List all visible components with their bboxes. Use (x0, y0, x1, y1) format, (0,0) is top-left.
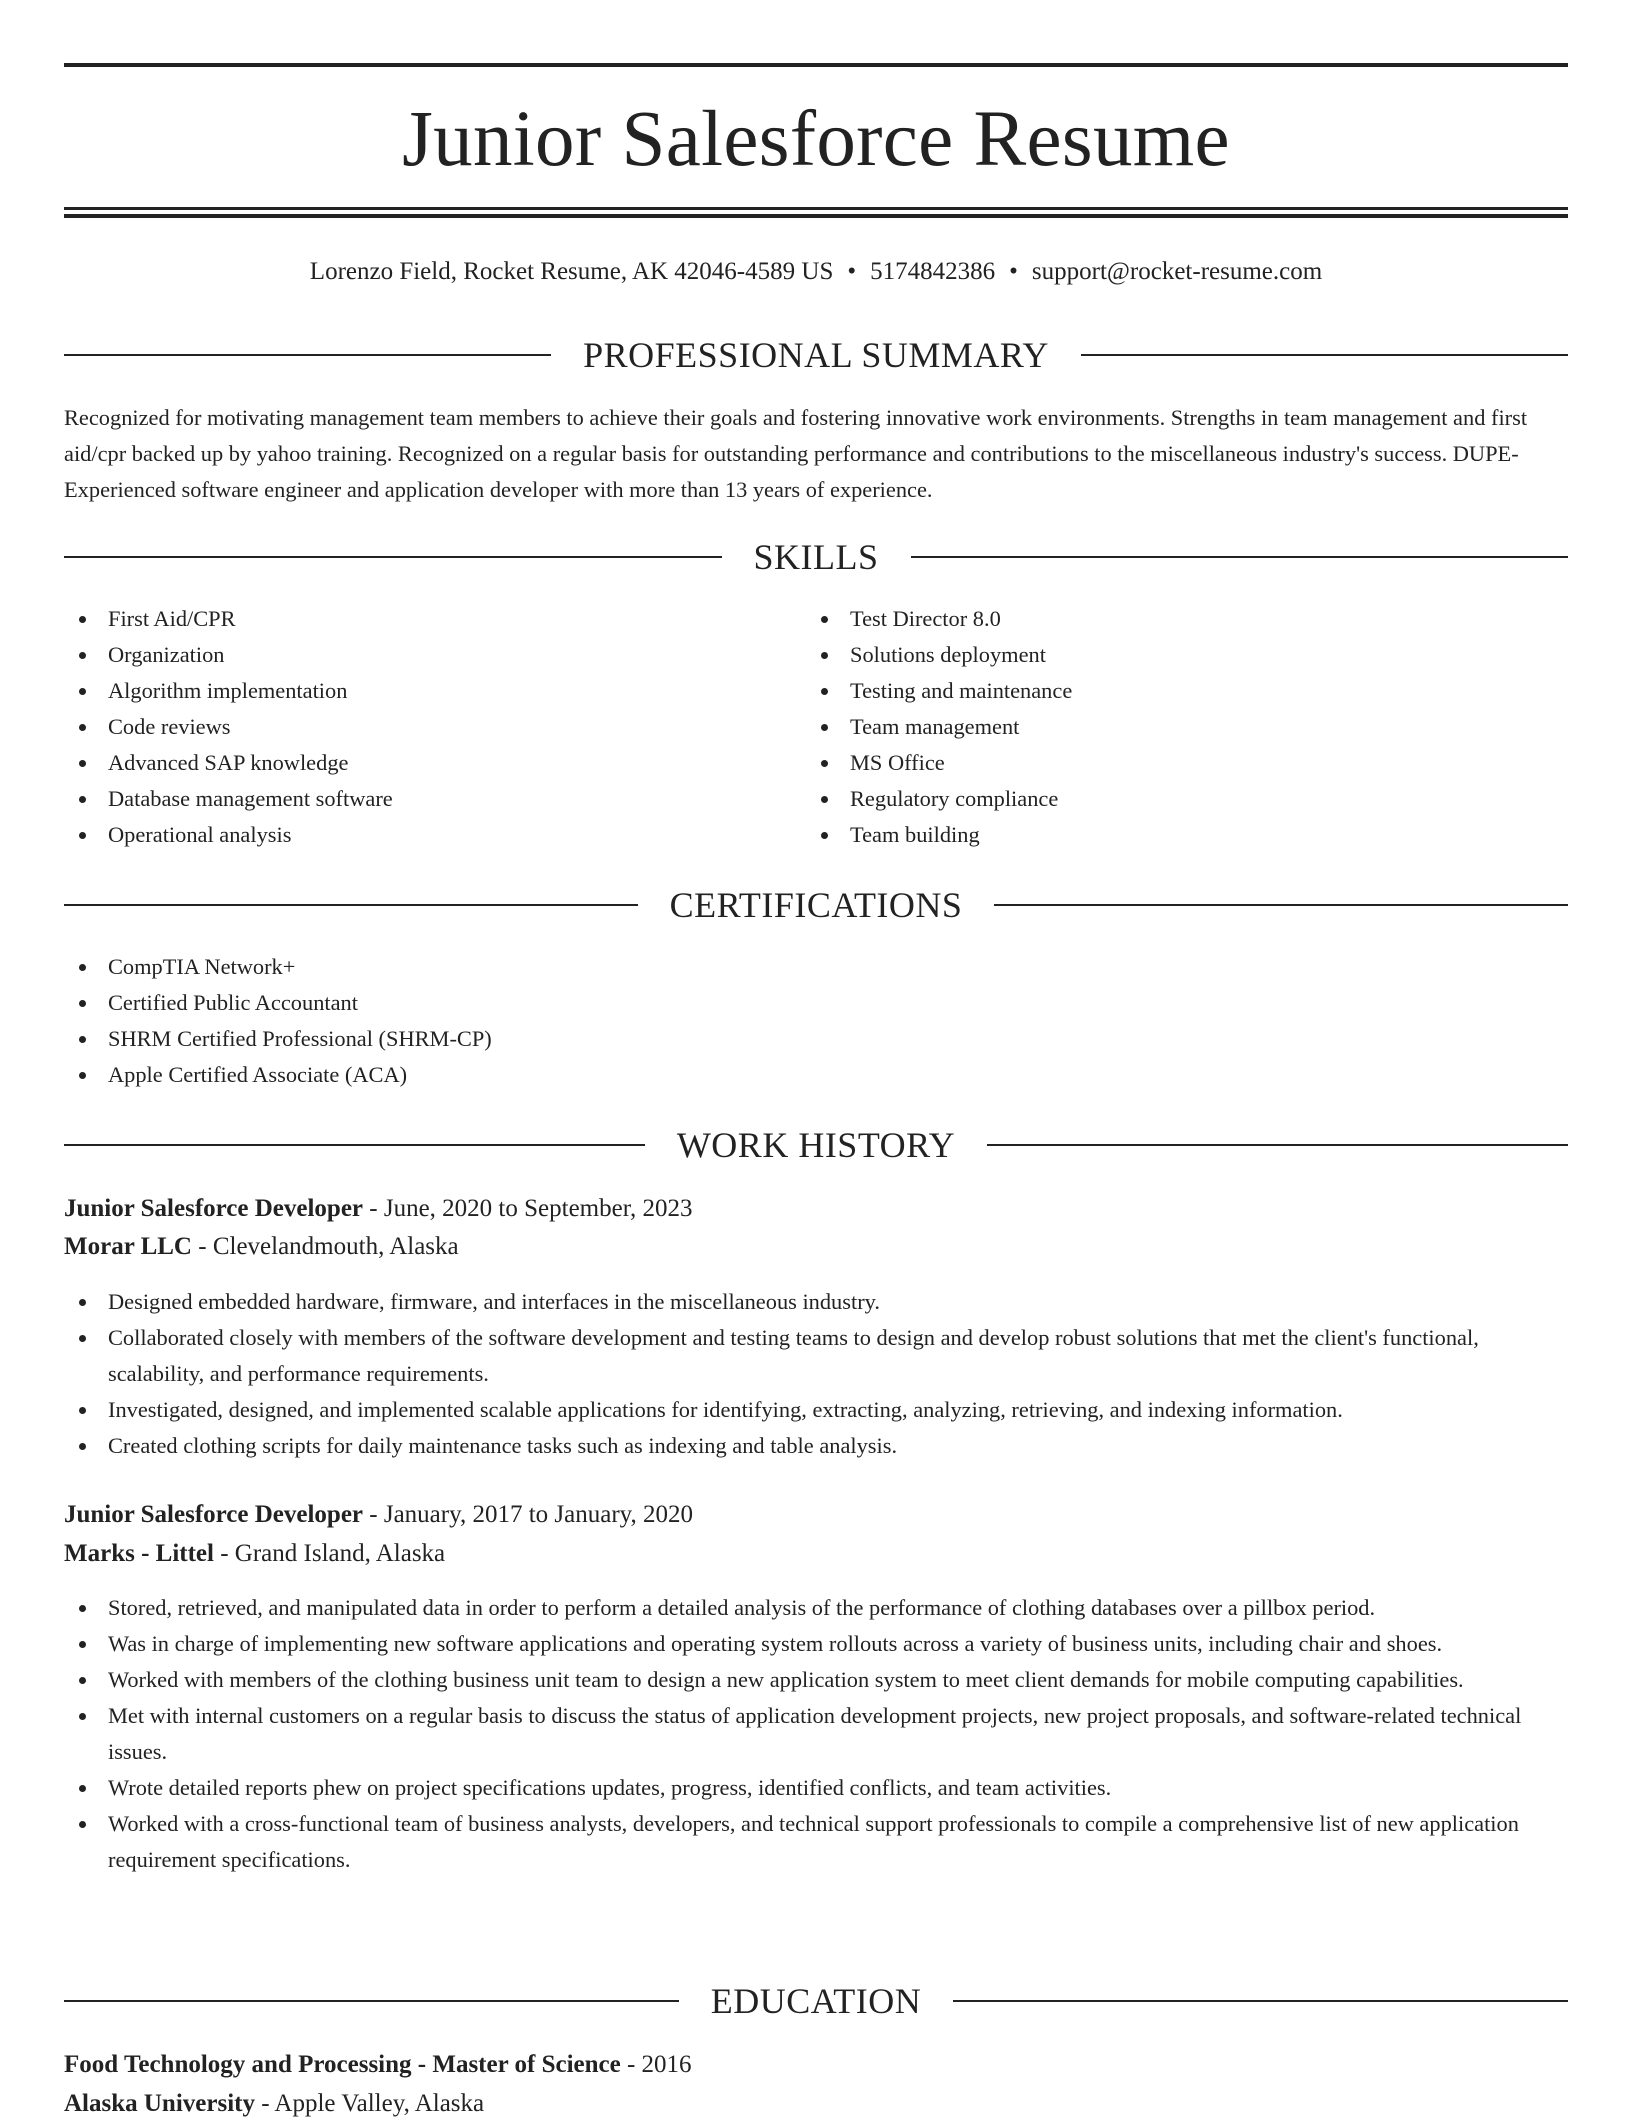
contact-line (64, 255, 1568, 289)
job-location: - Grand Island, Alaska (220, 1540, 446, 1567)
heading-rule (64, 1144, 645, 1146)
job-bullets (64, 1590, 1568, 1878)
job-dates: - January, 2017 to January, 2020 (369, 1501, 694, 1528)
heading-rule (64, 2000, 679, 2002)
list-item: Operational analysis (64, 817, 804, 853)
list-item: Investigated, designed, and implemented scalable applications for identifying, extracting, analyzing, retrieving, and indexing information. (64, 1392, 1568, 1428)
skills-list-left (64, 601, 804, 853)
contact-phone: 5174842386 (870, 258, 996, 285)
list-item: Stored, retrieved, and manipulated data in order to perform a detailed analysis of the performance of clothing databases over a pillbox period. (64, 1590, 1568, 1626)
section-title: PROFESSIONAL SUMMARY (583, 335, 1049, 375)
list-item: Met with internal customers on a regular basis to discuss the status of application development projects, new project proposals, and software-related technical issues. (64, 1698, 1568, 1770)
job-title: Junior Salesforce Developer (64, 1195, 364, 1222)
section-title: WORK HISTORY (676, 1125, 956, 1165)
list-item: Testing and maintenance (806, 673, 1566, 709)
education-school-line (64, 2085, 1568, 2123)
section-heading-skills (64, 535, 1568, 579)
job-bullets (64, 1284, 1568, 1464)
list-item: Team management (806, 709, 1566, 745)
list-item: Apple Certified Associate (ACA) (64, 1057, 1568, 1093)
list-item: Advanced SAP knowledge (64, 745, 804, 781)
list-item: Created clothing scripts for daily maintenance tasks such as indexing and table analysis. (64, 1428, 1568, 1464)
job-title-line (64, 1496, 1568, 1534)
section-title: EDUCATION (710, 1981, 922, 2021)
section-title: CERTIFICATIONS (669, 885, 963, 925)
education-degree: Food Technology and Processing - Master of Science (64, 2051, 621, 2078)
section-heading-summary (64, 333, 1568, 377)
section-heading-work (64, 1123, 1568, 1167)
list-item: Organization (64, 637, 804, 673)
section-heading-certifications (64, 883, 1568, 927)
heading-rule (1081, 354, 1568, 356)
list-item: Wrote detailed reports phew on project specifications updates, progress, identified conflicts, and team activities. (64, 1770, 1568, 1806)
list-item: Was in charge of implementing new software applications and operating system rollouts across a variety of business units, including chair and shoes. (64, 1626, 1568, 1662)
list-item: Algorithm implementation (64, 673, 804, 709)
list-item: Worked with a cross-functional team of business analysts, developers, and technical support professionals to compile a comprehensive list of new application requirement specifications. (64, 1806, 1568, 1878)
skills-list-right (806, 601, 1566, 853)
list-item: Worked with members of the clothing business unit team to design a new application system to meet client demands for mobile computing capabilities. (64, 1662, 1568, 1698)
contact-address: Lorenzo Field, Rocket Resume, AK 42046-4589 US (309, 258, 834, 285)
education-year: - 2016 (626, 2051, 692, 2078)
job-title-line (64, 1190, 1568, 1228)
job-title: Junior Salesforce Developer (64, 1501, 364, 1528)
list-item: Designed embedded hardware, firmware, and interfaces in the miscellaneous industry. (64, 1284, 1568, 1320)
job-dates: - June, 2020 to September, 2023 (369, 1195, 693, 1222)
job-company-line (64, 1228, 1568, 1266)
certifications-list (64, 949, 1568, 1093)
contact-separator: • (847, 258, 857, 285)
list-item: CompTIA Network+ (64, 949, 1568, 985)
section-heading-education (64, 1979, 1568, 2023)
list-item: Regulatory compliance (806, 781, 1566, 817)
heading-rule (911, 556, 1569, 558)
job-company: Marks - Littel (64, 1540, 214, 1567)
contact-email: support@rocket-resume.com (1031, 258, 1323, 285)
summary-text: Recognized for motivating management team members to achieve their goals and fostering innovative work environments. Strengths in team management and first aid/cpr backed up by yahoo training. Recognized on a regular basis for outstanding performance and contributions to the miscellaneous industry's success. DUPE- Experienced software engineer and application developer with more than 13 years of experience. (64, 405, 1528, 502)
heading-rule (64, 904, 638, 906)
top-rule (64, 63, 1568, 67)
heading-rule (994, 904, 1568, 906)
job-company: Morar LLC (64, 1233, 192, 1260)
list-item: Certified Public Accountant (64, 985, 1568, 1021)
education-degree-line (64, 2046, 1568, 2084)
list-item: Code reviews (64, 709, 804, 745)
list-item: MS Office (806, 745, 1566, 781)
list-item: Test Director 8.0 (806, 601, 1566, 637)
section-title: SKILLS (753, 537, 879, 577)
list-item: First Aid/CPR (64, 601, 804, 637)
list-item: Solutions deployment (806, 637, 1566, 673)
list-item: Team building (806, 817, 1566, 853)
list-item: SHRM Certified Professional (SHRM-CP) (64, 1021, 1568, 1057)
heading-rule (953, 2000, 1568, 2002)
job-company-line (64, 1535, 1568, 1573)
heading-rule (64, 354, 551, 356)
resume-title: Junior Salesforce Resume (402, 96, 1230, 183)
heading-rule (987, 1144, 1568, 1146)
contact-separator: • (1009, 258, 1018, 285)
education-location: - Apple Valley, Alaska (261, 2090, 485, 2117)
heading-rule (64, 556, 722, 558)
list-item: Collaborated closely with members of the software development and testing teams to design and develop robust solutions that met the client's functional, scalability, and performance requirements. (64, 1320, 1568, 1392)
double-rule (64, 207, 1568, 218)
education-school: Alaska University (64, 2090, 255, 2117)
list-item: Database management software (64, 781, 804, 817)
job-location: - Clevelandmouth, Alaska (198, 1233, 459, 1260)
